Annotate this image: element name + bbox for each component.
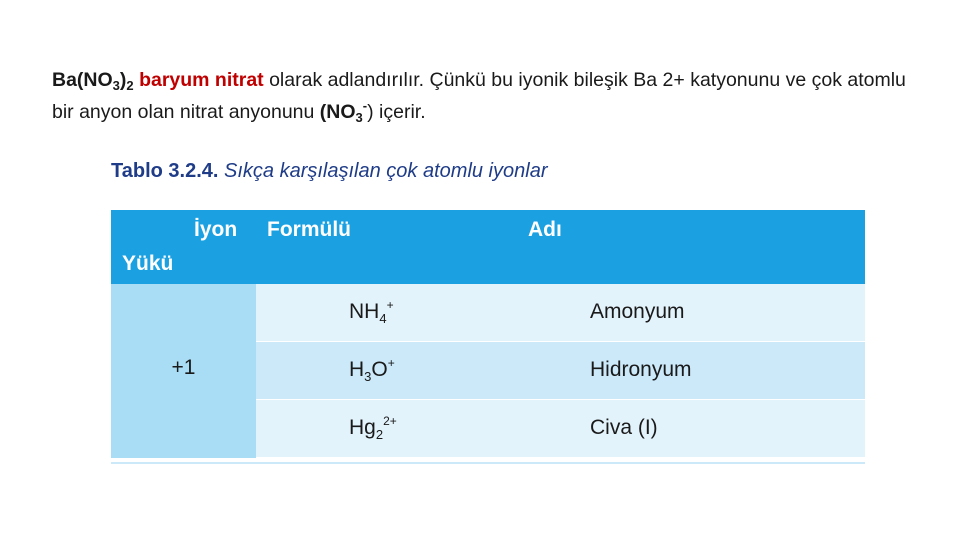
paragraph-text: olarak adlandırılır. Çünkü bu iyonik bileşik Ba 2+ katyonunu ve çok atomlu bir anyon olan nitrat anyonunu [52,69,906,123]
header-ion: İyon [194,218,238,241]
formula-text: Hg [349,416,376,439]
name-cell: Hidronyum [590,358,692,381]
formula-text: ) [367,101,374,123]
formula-text: (NO [319,101,356,123]
formula-subscript: 4 [379,311,387,326]
formula-subscript: 2 [375,427,384,442]
formula-superscript: 2+ [383,414,397,428]
formula-subscript: 2 [126,78,134,93]
ions-table [111,210,865,464]
formula-superscript: + [387,356,395,370]
formula-subscript: 3 [355,110,363,125]
formula-text: ) [119,69,127,91]
table-caption [111,160,547,183]
table-row [256,284,865,341]
formula-cell [349,300,394,324]
name-cell: Amonyum [590,300,685,323]
intro-paragraph [52,64,932,128]
formula-cell [349,358,395,382]
table-row [256,342,865,399]
header-formula: Formülü [267,218,351,241]
header-name: Adı [528,218,562,241]
table-header [111,210,865,284]
table-bottom-border [111,462,865,464]
charge-cell [111,284,256,458]
barium-nitrate-formula [52,69,134,91]
formula-text: Ba(NO [52,69,113,91]
name-cell: Civa (I) [590,416,658,439]
table-number: Tablo 3.2.4. [111,160,219,182]
formula-text: H [349,358,365,381]
paragraph-text: içerir. [373,101,426,123]
formula-cell [349,416,397,440]
table-caption-text: Sıkça karşılaşılan çok atomlu iyonlar [218,160,548,182]
formula-superscript: - [362,98,368,113]
nitrate-anion-formula [319,98,368,125]
formula-subscript: 3 [364,369,372,384]
formula-superscript: + [386,298,394,312]
formula-subscript: 3 [112,78,120,93]
formula-text: NH [349,300,380,323]
table-row [256,400,865,457]
header-charge: Yükü [122,252,174,275]
formula-text: O [371,358,388,381]
charge-value: +1 [171,356,196,379]
compound-name-highlight: baryum nitrat [139,69,264,91]
